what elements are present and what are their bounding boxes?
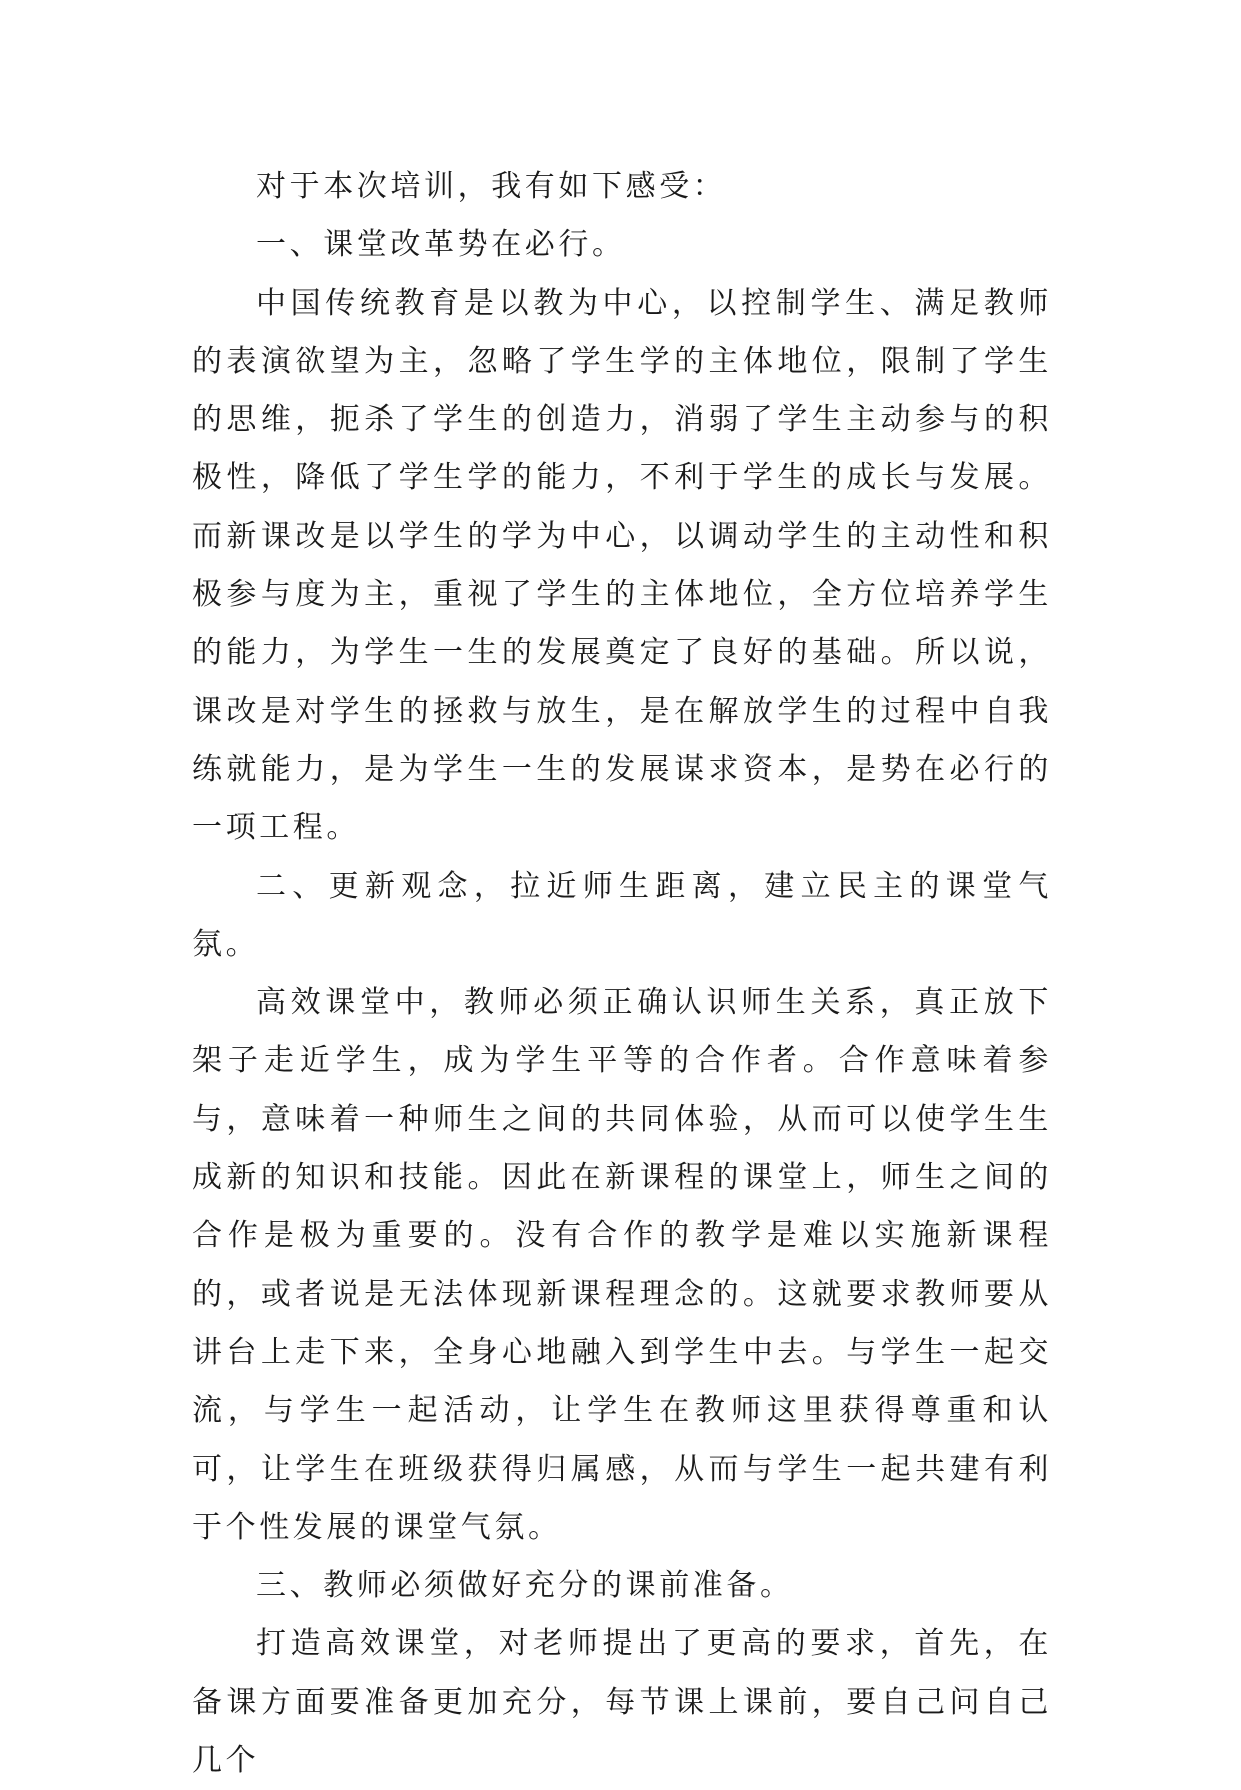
section-heading-3: 三、教师必须做好充分的课前准备。 [256,1568,794,1604]
paragraph-section-3: 打造高效课堂，对老师提出了更高的要求，首先，在备课方面要准备更加充分，每节课上课前，要自己问自己几个 [192,1626,1052,1779]
paragraph-section-1: 中国传统教育是以教为中心，以控制学生、满足教师的表演欲望为主，忽略了学生学的主体地位，限制了学生的思维，扼杀了学生的创造力，消弱了学生主动参与的积极性，降低了学生学的能力，不利于学生的成长与发展。而新课改是以学生的学为中心，以调动学生的主动性和积极参与度为主，重视了学生的主体地位，全方位培养学生的能力，为学生一生的发展奠定了良好的基础。所以说，课改是对学生的拯救与放生，是在解放学生的过程中自我练就能力，是为学生一生的发展谋求资本，是势在必行的一项工程。 [192,285,1052,846]
paragraph-section-2: 高效课堂中，教师必须正确认识师生关系，真正放下架子走近学生，成为学生平等的合作者。合作意味着参与，意味着一种师生之间的共同体验，从而可以使学生生成新的知识和技能。因此在新课程的课堂上，师生之间的合作是极为重要的。没有合作的教学是难以实施新课程的，或者说是无法体现新课程理念的。这就要求教师要从讲台上走下来，全身心地融入到学生中去。与学生一起交流，与学生一起活动，让学生在教师这里获得尊重和认可，让学生在班级获得归属感，从而与学生一起共建有利于个性发展的课堂气氛。 [192,985,1052,1545]
document-body [192,158,1052,1790]
section-heading-1: 一、课堂改革势在必行。 [256,227,626,263]
section-heading-2: 二、更新观念，拉近师生距离，建立民主的课堂气氛。 [192,868,1052,962]
paragraph-intro: 对于本次培训，我有如下感受： [256,169,727,204]
